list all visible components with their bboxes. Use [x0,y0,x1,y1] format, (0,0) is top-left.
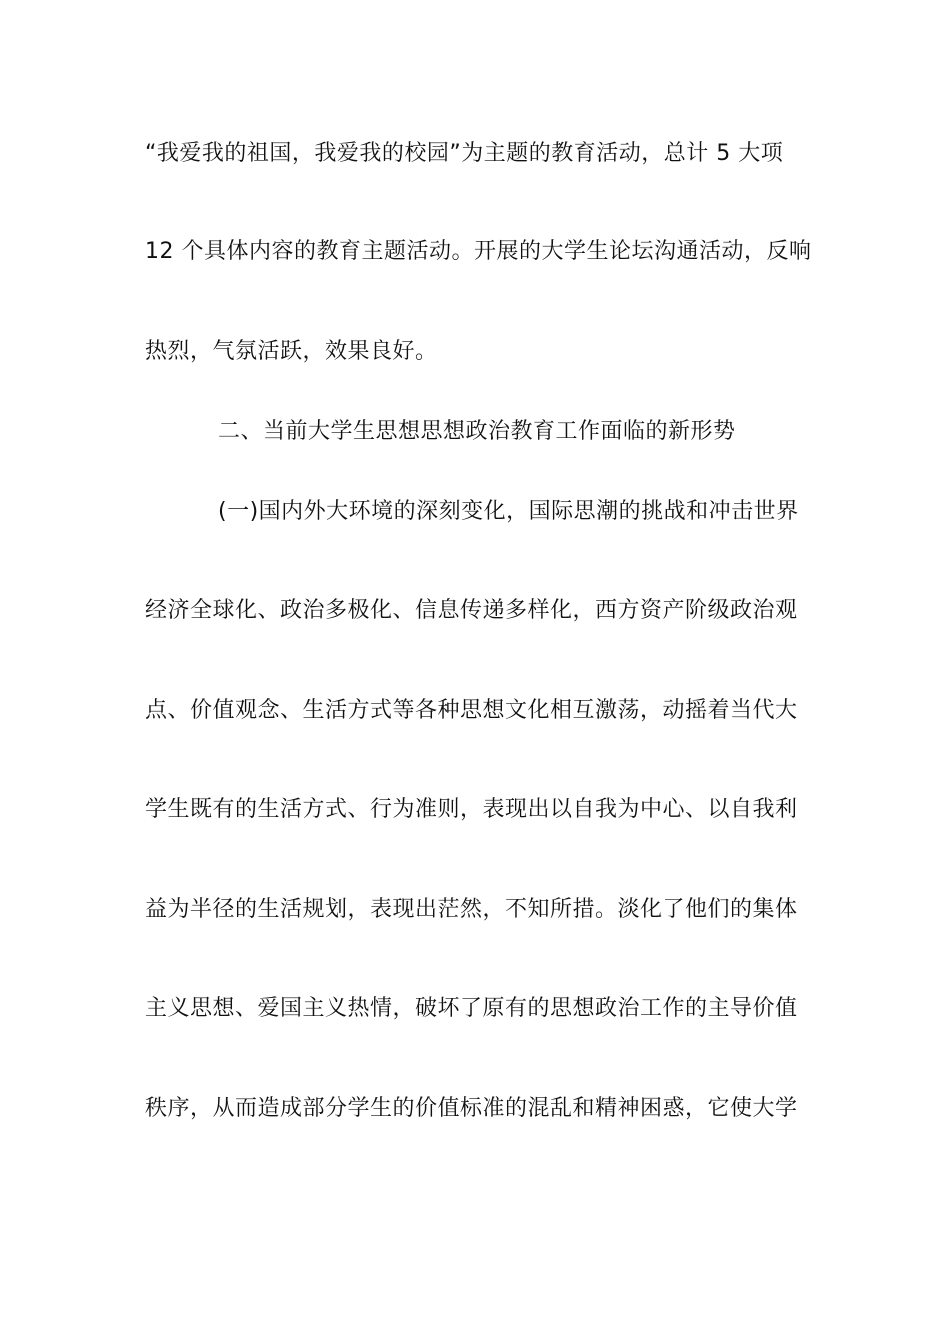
text-line: 益为半径的生活规划，表现出茫然，不知所措。淡化了他们的集体 [145,897,798,922]
text-line: 经济全球化、政治多极化、信息传递多样化，西方资产阶级政治观 [145,598,798,623]
text-line: 主义思想、爱国主义热情，破坏了原有的思想政治工作的主导价值 [145,996,798,1021]
text-line: “我爱我的祖国，我爱我的校园”为主题的教育活动，总计 5 大项 [145,141,784,166]
text-line: 热烈，气氛活跃，效果良好。 [145,339,438,364]
text-line: 12 个具体内容的教育主题活动。开展的大学生论坛沟通活动，反响 [145,239,812,264]
text-line: 点、价值观念、生活方式等各种思想文化相互激荡，动摇着当代大 [145,698,798,723]
section-heading: 二、当前大学生思想思想政治教育工作面临的新形势 [218,419,736,444]
text-line: 秩序，从而造成部分学生的价值标准的混乱和精神困惑，它使大学 [145,1096,798,1121]
text-line: 学生既有的生活方式、行为准则，表现出以自我为中心、以自我利 [145,797,798,822]
subsection-heading: (一)国内外大环境的深刻变化，国际思潮的挑战和冲击世界 [218,499,799,524]
